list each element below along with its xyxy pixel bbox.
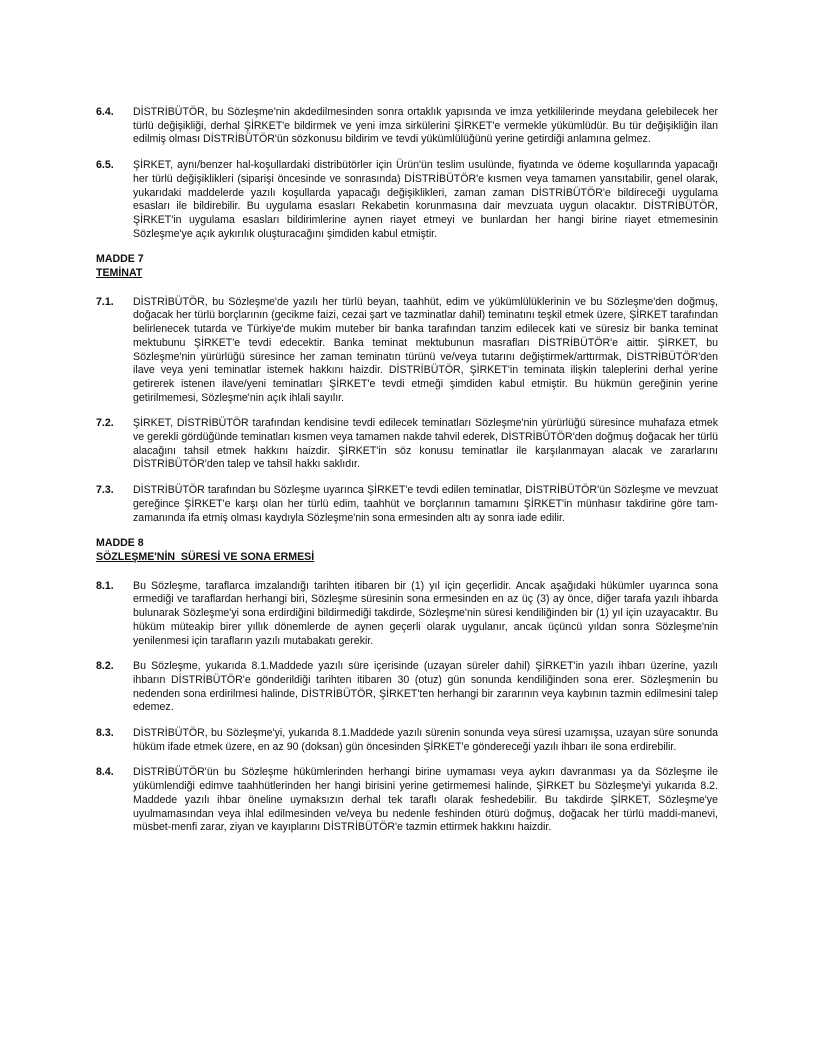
clause-6-5 (96, 159, 718, 241)
clause-number: 6.5. (96, 159, 114, 172)
clause-text: ŞİRKET, DİSTRİBÜTÖR tarafından kendisine tevdi edilecek teminatları Sözleşme'nin yürürlüğü süresince muhafaza etmek ve gerekli gördüğünde teminatları kısmen veya tamamen nakde tahvil ederek, DİSTRİBÜTÖR'den doğmuş doğacak her türlü alacağını tahsil etmek hakkını haizdir. ŞİRKET'in söz konusu teminatlar ile karşılanmayan alacak ve zararlarını DİSTRİBÜTÖR'den talep ve tahsil hakkı saklıdır. (133, 417, 718, 471)
section-madde-8 (96, 537, 718, 835)
article-number: MADDE 7 (96, 253, 144, 266)
clause-number: 8.1. (96, 579, 114, 592)
clause-6-4 (96, 106, 718, 147)
clause-7-1 (96, 296, 718, 406)
section-madde-7 (96, 253, 718, 525)
clause-text: Bu Sözleşme, taraflarca imzalandığı tarihten itibaren bir (1) yıl için geçerlidir. Ancak aşağıdaki hükümler uyarınca sona ermediği ve taraflardan herhangi biri, Sözleşme süresinin sona ermesinden en az üç (3) ay önce, diğer tarafa yazılı ihbarda bulunarak Sözleşme'yi sona erdirdiğini bildirmediği takdirde, Sözleşme'nin süresi kendiliğinden bir (1) yıl için uzayacaktır. Bu hüküm müteakip birer yıllık dönemlerde de aynen geçerli olarak uygulanır, ancak üçüncü yıldan sonra Sözleşme'nin yenilenmesi için tarafların yazılı mutabakatı gerekir. (133, 579, 718, 647)
clause-number: 8.4. (96, 766, 114, 779)
clause-8-3 (96, 727, 718, 754)
clause-7-2 (96, 417, 718, 472)
clause-8-4 (96, 766, 718, 835)
clause-text: DİSTRİBÜTÖR, bu Sözleşme'yi, yukarıda 8.1.Maddede yazılı sürenin sonunda veya süresi uzamışsa, uzayan süre sonunda hüküm ifade etmek üzere, en az 90 (doksan) gün öncesinden ŞİRKET'e göndereceği yazılı ihbarı ile sona erdirebilir. (133, 727, 718, 753)
clause-text: DİSTRİBÜTÖR, bu Sözleşme'nin akdedilmesinden sonra ortaklık yapısında ve imza yetkililerinde meydana gelebilecek her türlü değişikliği, derhal ŞİRKET'e bildirmek ve yeni imza sirkülerini ŞİRKET'e vermekle yükümlüdür. Bu tür değişikliğin ilan edilmiş olması DİSTRİBÜTÖR'ün sözkonusu bildirim ve tevdi yükümlülüğünü yerine getirdiği anlamına gelmez. (133, 106, 718, 146)
clause-8-1 (96, 580, 718, 649)
clause-number: 8.3. (96, 727, 114, 740)
clause-number: 7.3. (96, 484, 114, 497)
clause-number: 7.1. (96, 295, 114, 308)
article-heading: TEMİNAT (96, 267, 143, 280)
clause-number: 6.4. (96, 106, 114, 118)
clause-text: ŞİRKET, aynı/benzer hal-koşullardaki distribütörler için Ürün'ün teslim usulünde, fiyatında ve ödeme koşullarında yapacağı her türlü değişiklikleri (siparişi öncesinde ve sonrasında) DİSTRİBÜTÖR'e kısmen veya tamamen yansıtabilir, genel olarak, yukarıdaki maddelerde yazılı koşullarda yapacağı değişiklikleri, zaman zaman DİSTRİBÜTÖR'e bildireceği uygulama esasları ile bildirebilir. Bu uygulama esasları Rekabetin korunmasına dair mevzuata uygun olacaktır. DİSTRİBÜTÖR, ŞİRKET'in uygulama esasları bildirimlerine aynen riayet etmeyi ve bunlardan her hangi birine riayet etmemesinin Sözleşme'ye açık aykırılık oluşturacağını şimdiden kabul etmiştir. (133, 159, 718, 240)
article-number: MADDE 8 (96, 537, 144, 550)
clause-7-3 (96, 484, 718, 525)
section-6-continued (96, 106, 718, 241)
clause-number: 8.2. (96, 660, 114, 673)
clause-text: Bu Sözleşme, yukarıda 8.1.Maddede yazılı süre içerisinde (uzayan süreler dahil) ŞİRKET'in yazılı ihbarı üzerine, yazılı ihbarın DİSTRİBÜTÖR'e gönderildiği tarihten itibaren 30 (otuz) gün sonunda kendiliğinden sona erer. Sözleşmenin bu nedenden sona erdirilmesi halinde, DİSTRİBÜTÖR, ŞİRKET'ten herhangi bir zararının veya kaybının tazmin edilmesini talep edemez. (133, 660, 718, 714)
clause-number: 7.2. (96, 417, 114, 430)
document-page (96, 106, 718, 847)
clause-text: DİSTRİBÜTÖR, bu Sözleşme'de yazılı her türlü beyan, taahhüt, edim ve yükümlülüklerinin ve bu Sözleşme'den doğmuş, doğacak her türlü borçlarının (gecikme faizi, cezai şart ve tazminatlar dahil) teminatını teşkil etmek üzere, ŞİRKET tarafından belirlenecek tutarda ve Türkiye'de mukim muteber bir banka tarafından tanzim edilecek kati ve süresiz bir banka teminat mektubunu ŞİRKET'e tevdi edecektir. Banka teminat mektubunun masrafları DİSTRİBÜTÖR'e aittir. ŞİRKET, bu Sözleşme'nin yürürlüğü süresince her zaman teminatın türünü ve/veya tutarını değiştirmek/arttırmak, DİSTRİBÜTÖR'den ilave veya yeni teminatlar istemek hakkını haizdir. DİSTRİBÜTÖR, ŞİRKET'in teminata ilişkin taleplerini derhal yerine getirerek istenen ilave/yeni teminatları ŞİRKET'e tevdi etmeği şimdiden kabul etmiştir. Bu hükmün gereğinin yerine getirilmemesi, Sözleşme'nin açık ihlali sayılır. (133, 295, 718, 404)
clause-text: DİSTRİBÜTÖR tarafından bu Sözleşme uyarınca ŞİRKET'e tevdi edilen teminatlar, DİSTRİBÜTÖR'ün Sözleşme ve mevzuat gereğince ŞİRKET'e karşı olan her türlü edim, taahhüt ve borçlarının tamamını ŞİRKET'in münhasır takdirine göre tam-zamanında ifa etmiş olması kaydıyla Sözleşme'nin sona ermesinden altı ay sonra iade edilir. (133, 484, 718, 524)
clause-text: DİSTRİBÜTÖR'ün bu Sözleşme hükümlerinden herhangi birine uymaması veya aykırı davranması ya da Sözleşme ile yükümlendiği edimve taahhütlerinden her hangi birisini yerine getirmemesi halinde, ŞİRKET bu Sözleşme'yi yukarıda 8.2. Maddede yazılı ihbar öneline uymaksızın derhal tek taraflı olarak feshedebilir. Bu takdirde ŞİRKET, Sözleşme'ye uyulmamasından veya ihlal edilmesinden ve/veya bu nedenle feshinden ötürü doğmuş, doğacak her türlü maddi-manevi, müsbet-menfi zarar, ziyan ve kayıplarını DİSTRİBÜTÖR'e tazmin ettirmek hakkını haizdir. (133, 766, 718, 834)
article-heading: SÖZLEŞME'NİN SÜRESİ VE SONA ERMESİ (96, 550, 315, 563)
clause-8-2 (96, 660, 718, 715)
